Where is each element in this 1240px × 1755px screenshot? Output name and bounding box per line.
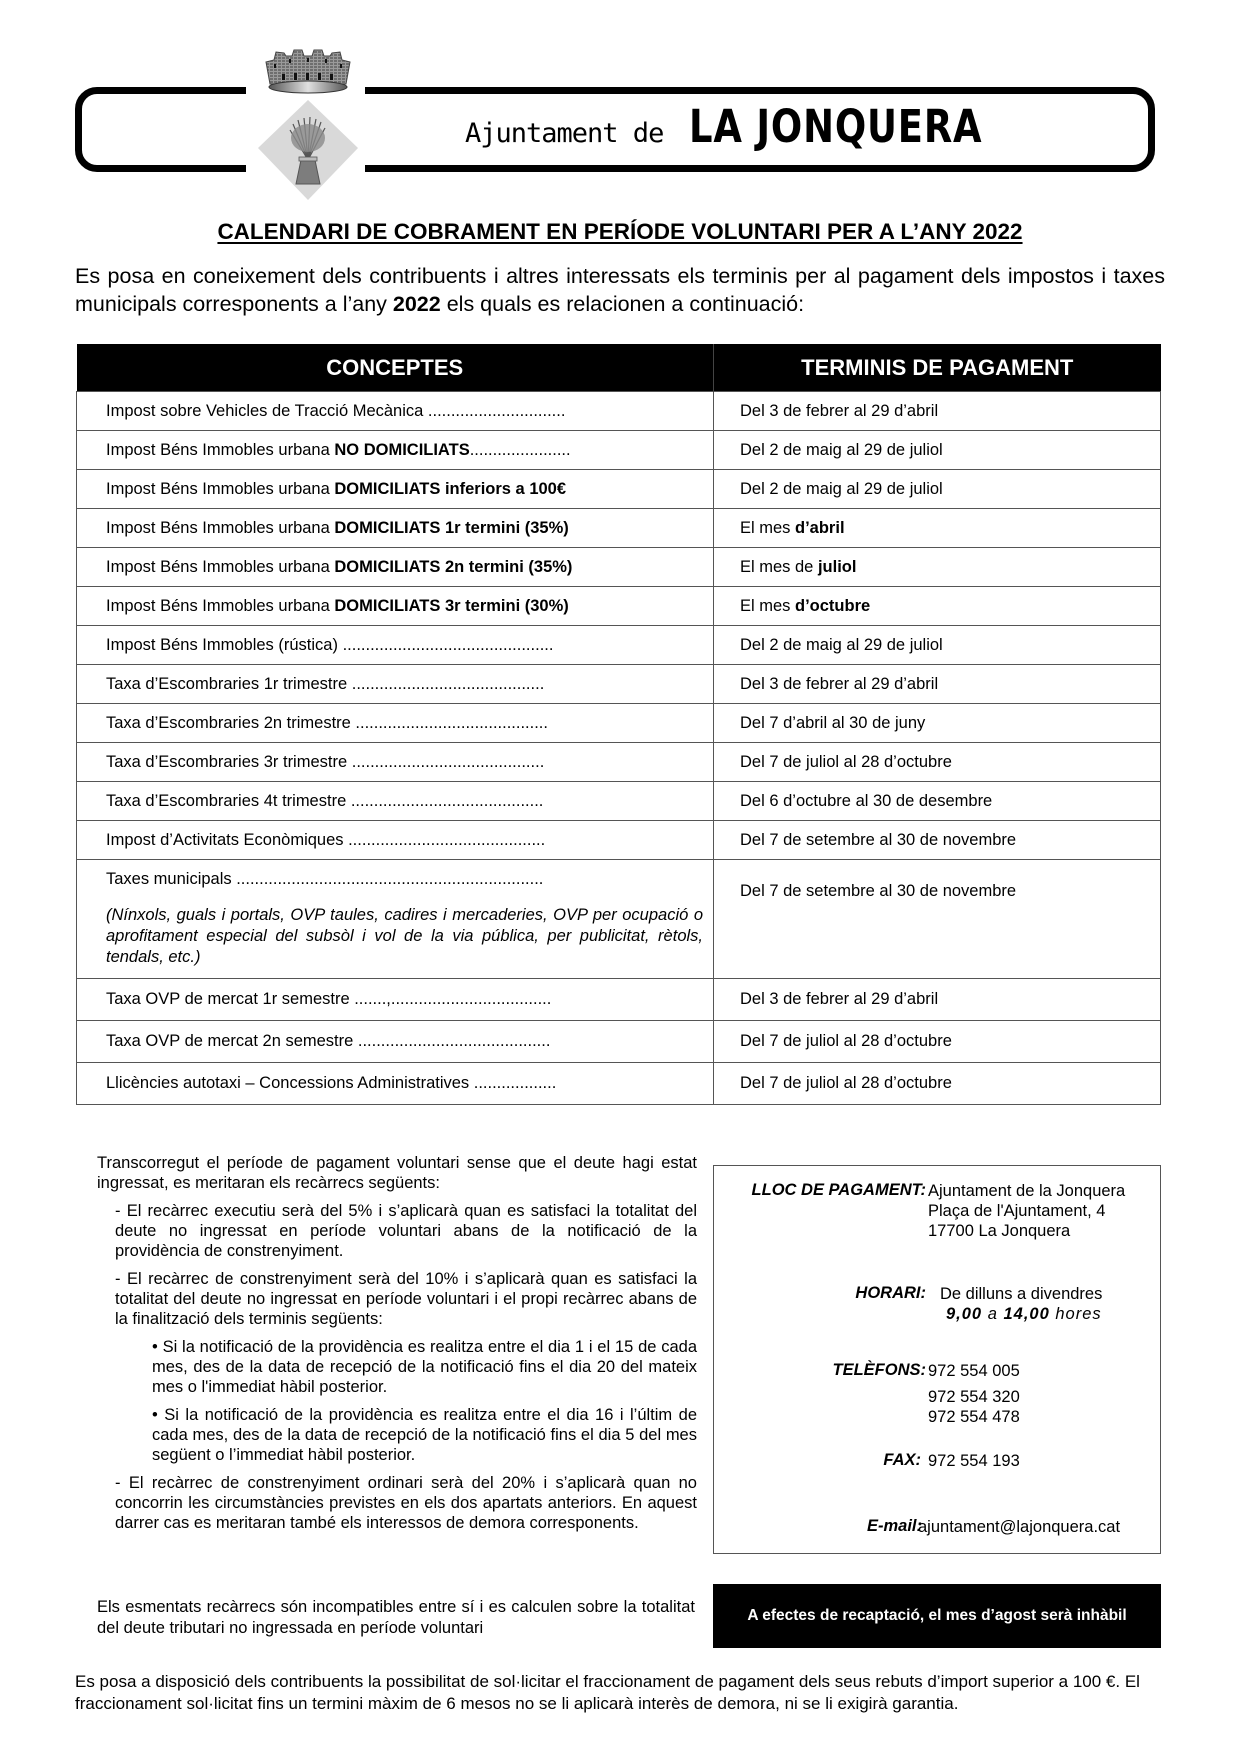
municipality-title: [465, 100, 1047, 160]
table-row: [77, 821, 1161, 860]
term-cell: Del 2 de maig al 29 de juliol: [714, 470, 1161, 509]
term-cell: El mes d’abril: [714, 509, 1161, 548]
title-prefix: Ajuntament de: [465, 118, 664, 149]
table-row: [77, 587, 1161, 626]
concept-cell: Taxa OVP de mercat 2n semestre ..........................................: [77, 1021, 714, 1063]
surcharges-incompatible-note: Els esmentats recàrrecs són incompatibles entre sí i es calculen sobre la totalitat del deute tributari no ingressada en període voluntari: [97, 1598, 695, 1637]
august-notice: A efectes de recaptació, el mes d’agost serà inhàbil: [713, 1584, 1161, 1648]
term-cell: Del 7 d’abril al 30 de juny: [714, 704, 1161, 743]
hours-label: HORARI:: [855, 1284, 926, 1302]
term-cell: El mes de juliol: [714, 548, 1161, 587]
table-row-municipal-taxes: [77, 860, 1161, 979]
surcharge-bullet-1: • Si la notificació de la providència es realitza entre el dia 1 i el 15 de cada mes, des de la data de recepció de la notificació fins el dia 20 del mateix mes o l'immediat hàbil posterior.: [152, 1338, 697, 1396]
concept-cell: Impost Béns Immobles urbana DOMICILIATS 1r termini (35%): [77, 509, 714, 548]
concept-cell: Impost Béns Immobles urbana DOMICILIATS 2n termini (35%): [77, 548, 714, 587]
phone-2[interactable]: 972 554 320: [928, 1388, 1020, 1406]
place-label: LLOC DE PAGAMENT:: [751, 1181, 926, 1199]
place-address: Ajuntament de la Jonquera Plaça de l'Ajuntament, 4 17700 La Jonquera: [928, 1182, 1126, 1240]
table-row: [77, 1021, 1161, 1063]
table-row: [77, 509, 1161, 548]
table-row: [77, 979, 1161, 1021]
term-cell: Del 3 de febrer al 29 d’abril: [714, 665, 1161, 704]
concept-cell: Taxa d’Escombraries 1r trimestre ..........................................: [77, 665, 714, 704]
term-cell: Del 7 de setembre al 30 de novembre: [714, 860, 1161, 979]
term-cell: Del 6 d’octubre al 30 de desembre: [714, 782, 1161, 821]
concept-cell: Impost Béns Immobles urbana NO DOMICILIATS......................: [77, 431, 714, 470]
phone-1[interactable]: 972 554 005: [928, 1362, 1020, 1380]
table-row: [77, 392, 1161, 431]
term-cell: Del 3 de febrer al 29 d’abril: [714, 979, 1161, 1021]
surcharge-bullet-2: • Si la notificació de la providència es realitza entre el dia 16 i l’últim de cada mes, des de la data de recepció de la notificació fins el dia 5 del mes següent o l’immediat hàbil posterior.: [152, 1406, 697, 1464]
surcharge-ordinari: - El recàrrec de constrenyiment ordinari serà del 20% i s’aplicarà quan no concorrin les circumstàncies previstes en els dos apartats anteriors. En aquest darrer cas es meritaran també els interessos de demora corresponents.: [115, 1474, 697, 1532]
title-main: LA JONQUERA: [689, 100, 983, 153]
term-cell: Del 2 de maig al 29 de juliol: [714, 626, 1161, 665]
table-row: [77, 1063, 1161, 1105]
term-cell: El mes d’octubre: [714, 587, 1161, 626]
concept-cell: Impost Béns Immobles (rústica) ..............................................: [77, 626, 714, 665]
concept-cell: Taxa d’Escombraries 4t trimestre ..........................................: [77, 782, 714, 821]
payment-calendar-table: [76, 344, 1161, 1105]
table-row: [77, 782, 1161, 821]
concept-cell: Impost d’Activitats Econòmiques ...........................................: [77, 821, 714, 860]
table-row: [77, 470, 1161, 509]
term-cell: Del 7 de juliol al 28 d’octubre: [714, 1063, 1161, 1105]
email-label: E-mail:: [866, 1517, 922, 1535]
surcharge-constrenyiment: - El recàrrec de constrenyiment serà del 10% i s’aplicarà quan es satisfaci la totalitat del deute no ingressat en període voluntari i el propi recàrrec abans de la finalització dels terminis següents:: [115, 1270, 697, 1328]
email-link[interactable]: ajuntament@lajonquera.cat: [918, 1518, 1121, 1536]
table-row: [77, 743, 1161, 782]
table-row: [77, 548, 1161, 587]
term-cell: Del 3 de febrer al 29 d’abril: [714, 392, 1161, 431]
concept-cell: Taxa d’Escombraries 3r trimestre ..........................................: [77, 743, 714, 782]
term-cell: Del 7 de juliol al 28 d’octubre: [714, 1021, 1161, 1063]
intro-paragraph: Es posa en coneixement dels contribuents i altres interessats els terminis per al pagament dels impostos i taxes municipals corresponents a l’any 2022 els quals es relacionen a continuació:: [75, 264, 1165, 316]
crown-icon: [262, 48, 354, 94]
concept-cell: Impost sobre Vehicles de Tracció Mecànica ..............................: [77, 392, 714, 431]
header-terms: TERMINIS DE PAGAMENT: [714, 344, 1161, 392]
concept-cell: Taxes municipals ................................................................... (Nínxols, guals i portals, OVP taules, cadires i mercaderies, OVP per ocupació o aprofitament especial del subsòl i vol de la via pública, per publicitat, rètols, tendals, etc.): [77, 860, 714, 979]
table-row: [77, 704, 1161, 743]
surcharge-executiu: - El recàrrec executiu serà del 5% i s’aplicarà quan es satisfaci la totalitat del deute no ingressat en període voluntari abans de la notificació de la providència de constrenyiment.: [115, 1202, 697, 1260]
fax-value: 972 554 193: [928, 1452, 1020, 1470]
header-concepts: CONCEPTES: [77, 344, 714, 392]
table-row: [77, 431, 1161, 470]
concept-cell: Taxa d’Escombraries 2n trimestre ..........................................: [77, 704, 714, 743]
concept-cell: Taxa OVP de mercat 1r semestre .......,...................................: [77, 979, 714, 1021]
table-row: [77, 626, 1161, 665]
installment-footer: Es posa a disposició dels contribuents la possibilitat de sol·licitar el fraccionament de pagament dels seus rebuts d’import superior a 100 €. El fraccionament sol·licitat fins un termini màxim de 6 mesos no se li aplicarà interès de demora, ni se li exigirà garantia.: [75, 1672, 1140, 1713]
term-cell: Del 7 de setembre al 30 de novembre: [714, 821, 1161, 860]
municipal-taxes-note: (Nínxols, guals i portals, OVP taules, cadires i mercaderies, OVP per ocupació o aprofitament especial del subsòl i vol de la via pública, per publicitat, rètols, tendals, etc.): [106, 906, 703, 966]
table-row: [77, 665, 1161, 704]
phones-label: TELÈFONS:: [832, 1361, 926, 1379]
hours-value: De dilluns a divendres 9,00 a 14,00 hores: [940, 1285, 1103, 1323]
wheat-sheaf-shield-icon: [258, 100, 358, 200]
phone-3[interactable]: 972 554 478: [928, 1408, 1020, 1426]
table-body: [77, 392, 1161, 1105]
surcharges-intro: Transcorregut el període de pagament voluntari sense que el deute hagi estat ingressat, es meritaran els recàrrecs següents:: [97, 1154, 697, 1192]
surcharges-section: [97, 1153, 697, 1541]
fax-label: FAX:: [883, 1451, 921, 1469]
concept-cell: Impost Béns Immobles urbana DOMICILIATS inferiors a 100€: [77, 470, 714, 509]
concept-cell: Llicències autotaxi – Concessions Administratives ..................: [77, 1063, 714, 1105]
table-header-row: [77, 344, 1161, 392]
concept-cell: Impost Béns Immobles urbana DOMICILIATS 3r termini (30%): [77, 587, 714, 626]
term-cell: Del 7 de juliol al 28 d’octubre: [714, 743, 1161, 782]
document-title: CALENDARI DE COBRAMENT EN PERÍODE VOLUNTARI PER A L’ANY 2022: [217, 219, 1023, 244]
term-cell: Del 2 de maig al 29 de juliol: [714, 431, 1161, 470]
